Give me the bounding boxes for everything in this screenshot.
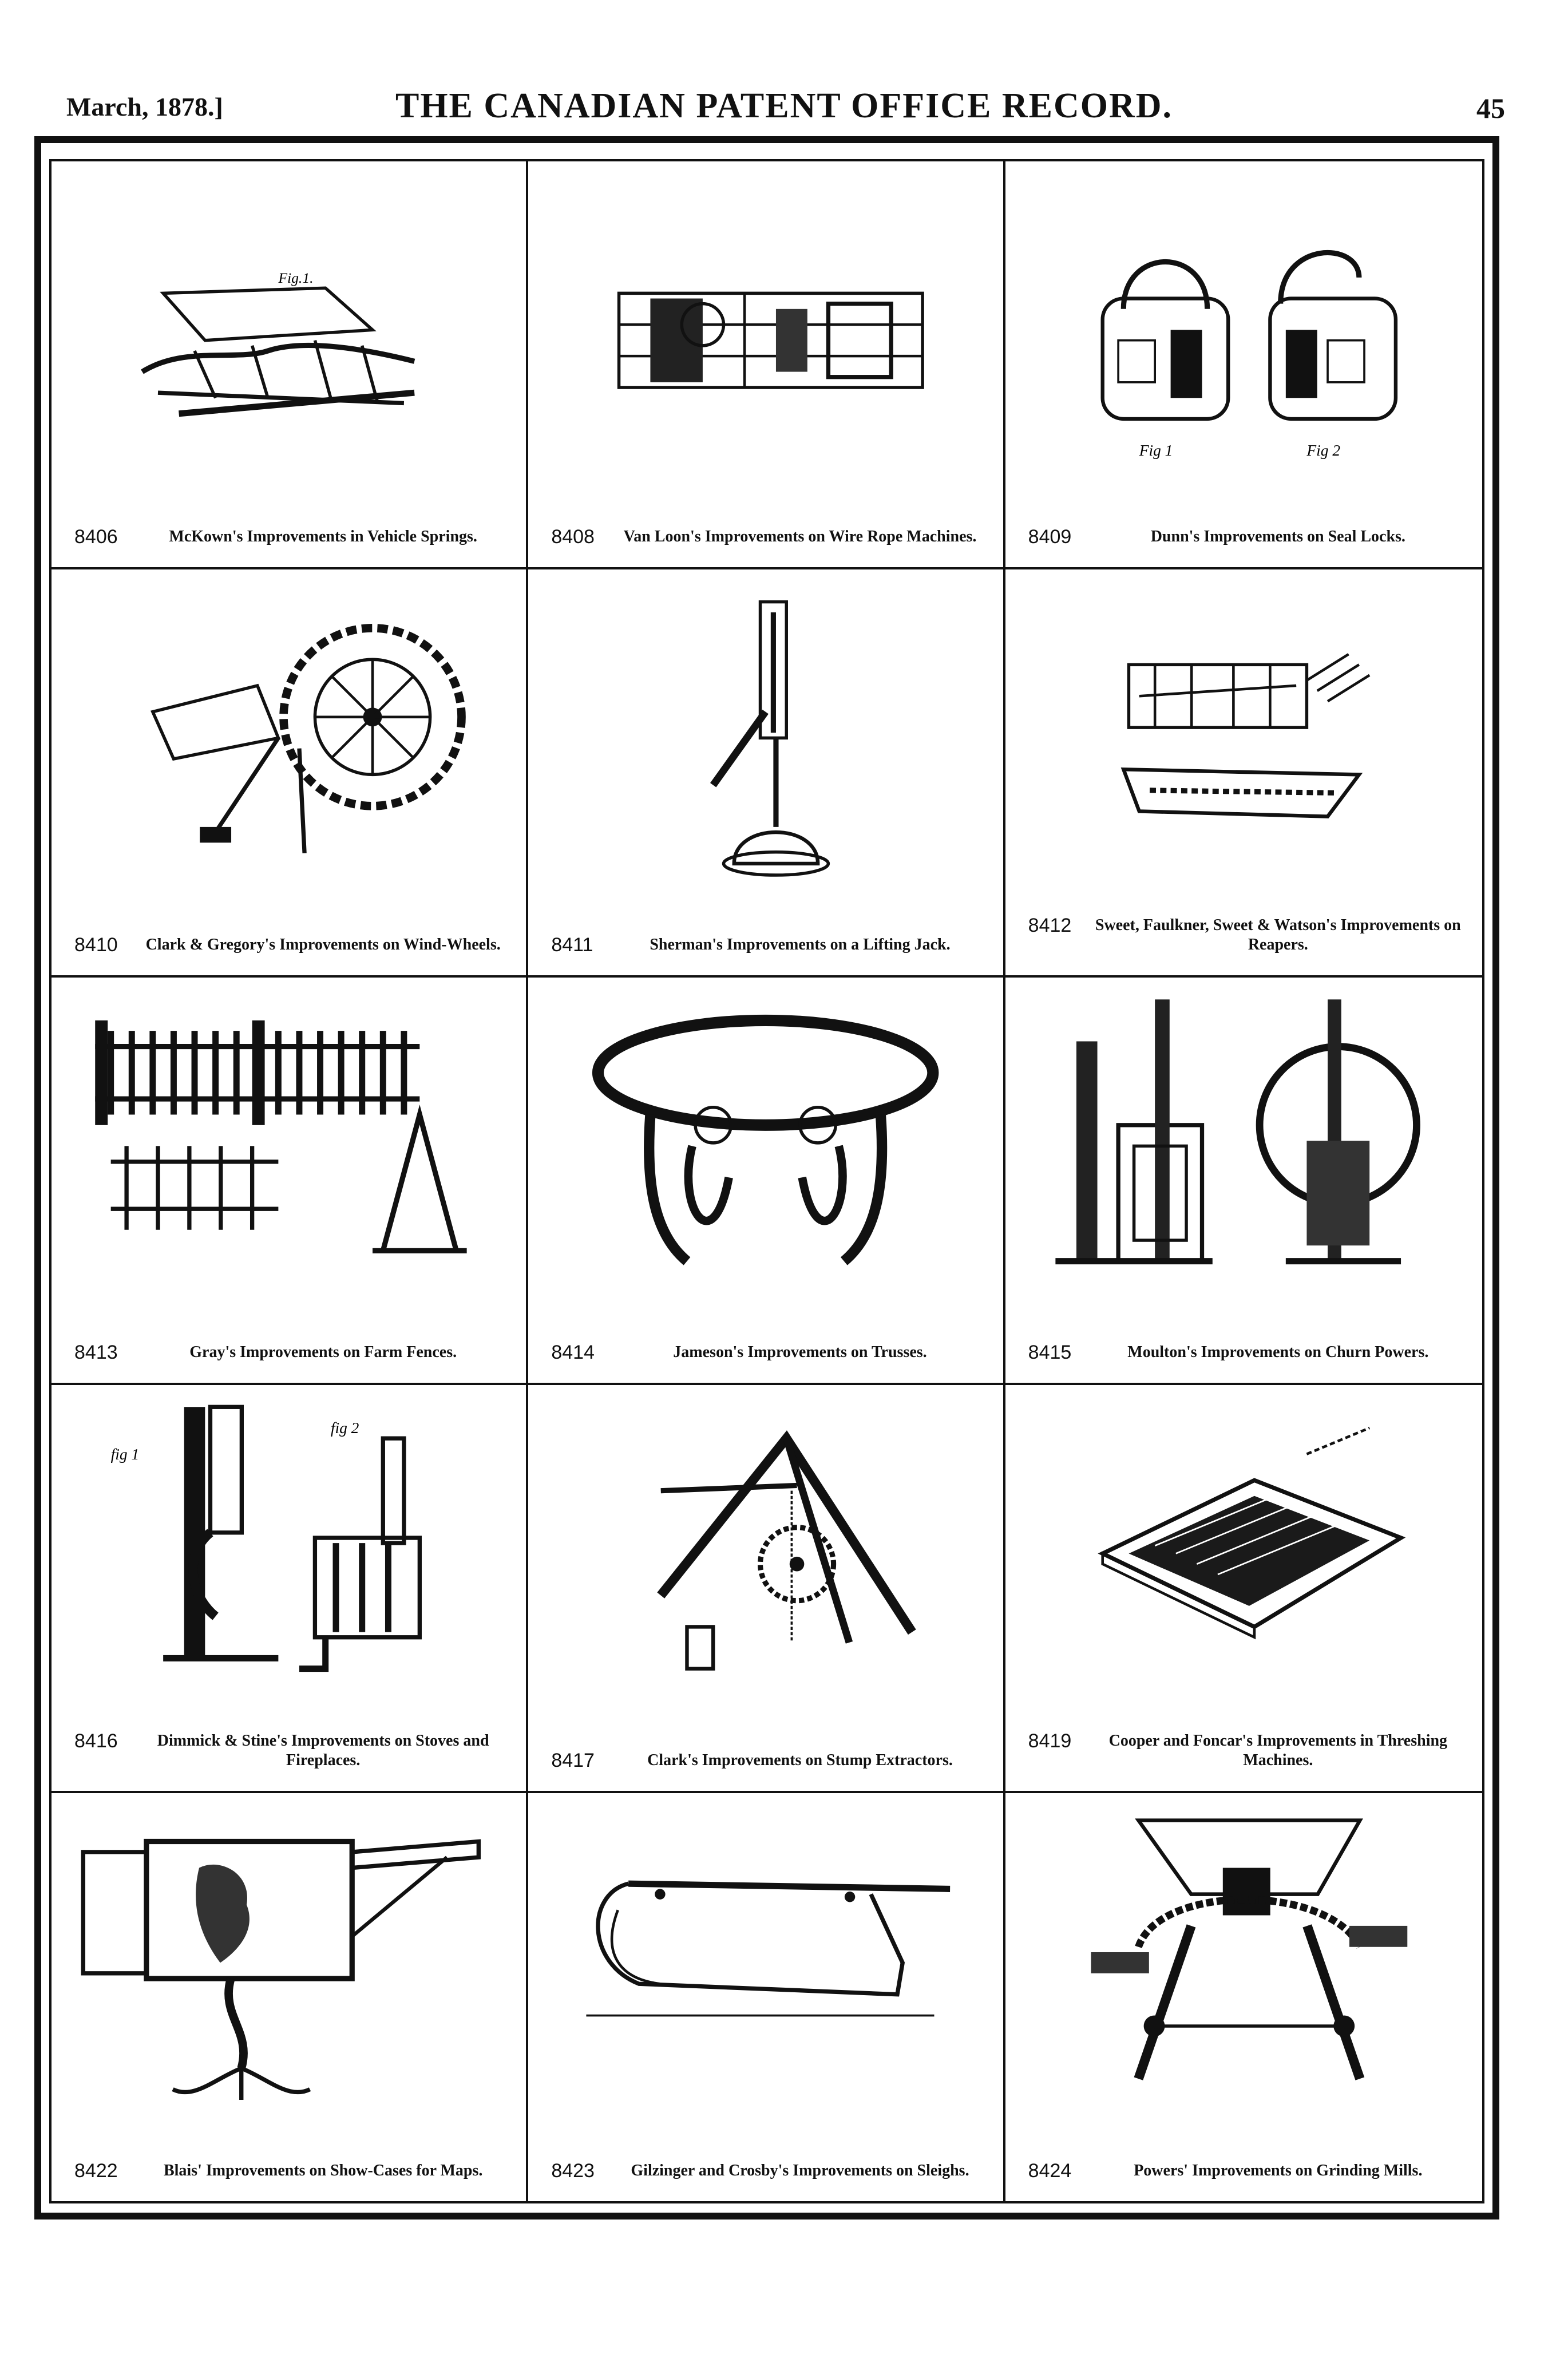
patent-number: 8406 [74, 525, 118, 548]
issue-date: March, 1878.] [66, 92, 223, 121]
patent-caption [551, 935, 985, 955]
patent-caption [1028, 2161, 1465, 2181]
seal-lock-drawing [1017, 173, 1471, 487]
patent-number: 8415 [1028, 1342, 1072, 1364]
page-header [0, 0, 1568, 132]
svg-text:Fig.1.: Fig.1. [278, 270, 314, 287]
patent-caption [74, 2161, 509, 2181]
reaper-drawing [1017, 581, 1471, 895]
truss-drawing [540, 989, 991, 1303]
patent-title: Sherman's Improvements on a Lifting Jack. [650, 935, 951, 954]
patent-cell-8422 [52, 1793, 528, 2201]
patent-caption [74, 1343, 509, 1362]
patent-title: Dunn's Improvements on Seal Locks. [1150, 527, 1405, 545]
patent-cell-8416 [52, 1385, 528, 1793]
patent-title: Dimmick & Stine's Improvements on Stoves and Fireplaces. [157, 1732, 489, 1770]
patent-number: 8413 [74, 1342, 118, 1364]
patent-caption [74, 935, 509, 955]
patent-caption [74, 1731, 509, 1770]
svg-text:fig 1: fig 1 [110, 1446, 140, 1463]
patent-title: Powers' Improvements on Grinding Mills. [1134, 2161, 1423, 2179]
patent-title: Sweet, Faulkner, Sweet & Watson's Improvements on Reapers. [1095, 916, 1461, 954]
patent-title: Jameson's Improvements on Trusses. [673, 1343, 927, 1362]
vehicle-spring-drawing [63, 173, 514, 487]
patent-caption [551, 2161, 985, 2181]
patent-caption [551, 1751, 985, 1770]
patent-cell-8424 [1005, 1793, 1482, 2201]
patent-caption [1028, 916, 1465, 955]
map-show-case-drawing [63, 1805, 514, 2121]
patent-number: 8414 [551, 1342, 595, 1364]
threshing-machine-drawing [1017, 1396, 1471, 1711]
svg-text:fig 2: fig 2 [330, 1419, 359, 1437]
patent-caption [551, 527, 985, 547]
patent-caption [1028, 527, 1465, 547]
svg-text:Fig 1: Fig 1 [1139, 441, 1173, 459]
patent-caption [551, 1343, 985, 1362]
patent-number: 8416 [74, 1730, 118, 1752]
patent-cell-8417 [528, 1385, 1005, 1793]
stump-extractor-drawing [540, 1396, 991, 1711]
page-number: 45 [1476, 92, 1505, 124]
wind-wheel-drawing [63, 581, 514, 895]
patent-caption [1028, 1343, 1465, 1362]
churn-power-drawing [1017, 989, 1471, 1303]
patent-number: 8408 [551, 525, 595, 548]
patent-number: 8412 [1028, 914, 1072, 936]
patent-title: Moulton's Improvements on Churn Powers. [1127, 1343, 1429, 1362]
patent-title: Van Loon's Improvements on Wire Rope Machines. [623, 527, 977, 545]
patent-number: 8410 [74, 933, 118, 956]
patent-caption [74, 527, 509, 547]
patent-number: 8422 [74, 2159, 118, 2182]
patent-title: Cooper and Foncar's Improvements in Threshing Machines. [1108, 1732, 1448, 1770]
patent-cell-8410 [52, 569, 528, 978]
patent-cell-8409 [1005, 161, 1482, 569]
patent-cell-8419 [1005, 1385, 1482, 1793]
patent-number: 8409 [1028, 525, 1072, 548]
patent-cell-8414 [528, 978, 1005, 1386]
patent-cell-8423 [528, 1793, 1005, 2201]
patent-number: 8423 [551, 2159, 595, 2182]
patent-grid [49, 159, 1484, 2203]
patent-title: Gray's Improvements on Farm Fences. [189, 1343, 457, 1362]
patent-plate-frame [34, 136, 1499, 2220]
wire-rope-machine-drawing [540, 173, 991, 487]
patent-title: Clark's Improvements on Stump Extractors. [647, 1751, 953, 1770]
grinding-mill-drawing [1017, 1805, 1471, 2121]
farm-fence-drawing [63, 989, 514, 1303]
patent-cell-8413 [52, 978, 528, 1386]
patent-cell-8411 [528, 569, 1005, 978]
patent-number: 8424 [1028, 2159, 1072, 2182]
patent-title: Blais' Improvements on Show-Cases for Maps. [163, 2161, 483, 2179]
lifting-jack-drawing [540, 581, 991, 895]
patent-title: McKown's Improvements in Vehicle Springs. [169, 527, 477, 545]
patent-cell-8415 [1005, 978, 1482, 1386]
patent-cell-8408 [528, 161, 1005, 569]
stove-fireplace-drawing [63, 1396, 514, 1711]
patent-caption [1028, 1731, 1465, 1770]
sleigh-drawing [540, 1805, 991, 2121]
publication-title: THE CANADIAN PATENT OFFICE RECORD. [395, 86, 1173, 125]
patent-cell-8412 [1005, 569, 1482, 978]
patent-number: 8417 [551, 1750, 595, 1772]
patent-cell-8406 [52, 161, 528, 569]
patent-number: 8419 [1028, 1730, 1072, 1752]
patent-title: Gilzinger and Crosby's Improvements on Sleighs. [631, 2161, 969, 2179]
svg-text:Fig 2: Fig 2 [1306, 441, 1340, 459]
patent-number: 8411 [551, 933, 593, 956]
patent-title: Clark & Gregory's Improvements on Wind-Wheels. [145, 935, 501, 954]
